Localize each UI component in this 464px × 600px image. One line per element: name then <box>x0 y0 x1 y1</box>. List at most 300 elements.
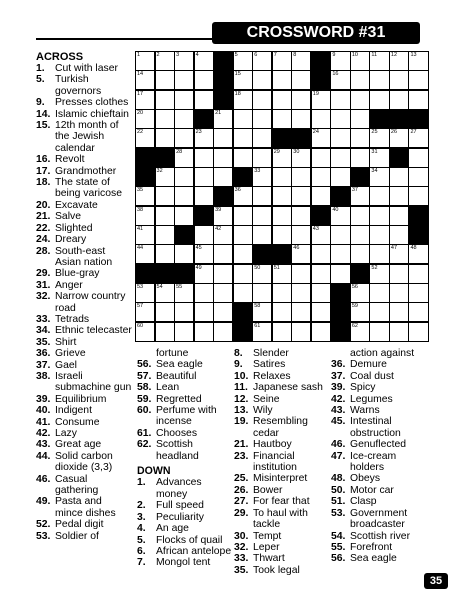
grid-cell[interactable] <box>408 302 428 322</box>
grid-cell[interactable] <box>311 322 331 342</box>
grid-cell[interactable] <box>311 186 331 206</box>
grid-cell[interactable] <box>330 225 350 245</box>
clue-number: 48. <box>331 473 346 485</box>
grid-block <box>389 148 409 168</box>
grid-cell[interactable] <box>213 302 233 322</box>
grid-cell[interactable] <box>174 148 194 168</box>
grid-cell[interactable] <box>135 225 155 245</box>
grid-block <box>194 206 214 226</box>
clue-item <box>331 508 427 531</box>
grid-cell[interactable] <box>135 90 155 110</box>
grid-cell[interactable] <box>408 322 428 342</box>
clue-item <box>331 473 427 484</box>
grid-cell[interactable] <box>350 109 370 129</box>
grid-cell[interactable] <box>350 283 370 303</box>
grid-cell[interactable] <box>291 70 311 90</box>
clue-text: Consume <box>55 416 100 428</box>
clue-number: 10. <box>234 370 249 382</box>
grid-cell[interactable] <box>233 70 253 90</box>
grid-cell[interactable] <box>252 186 272 206</box>
clue-number: 12. <box>234 393 249 405</box>
clue-text: To haul with tackle <box>253 507 308 531</box>
grid-cell[interactable] <box>272 264 292 284</box>
grid-cell[interactable] <box>291 148 311 168</box>
clue-text: Mongol tent <box>156 557 211 569</box>
grid-cell[interactable] <box>272 283 292 303</box>
grid-cell[interactable] <box>291 109 311 129</box>
grid-cell[interactable] <box>155 51 175 71</box>
grid-cell[interactable] <box>174 128 194 148</box>
grid-block <box>408 109 428 129</box>
grid-cell[interactable] <box>135 70 155 90</box>
grid-cell[interactable] <box>389 302 409 322</box>
cell-number: 12 <box>390 52 398 58</box>
grid-cell[interactable] <box>291 51 311 71</box>
grid-cell[interactable] <box>194 148 214 168</box>
clue-text: Demure <box>350 359 387 371</box>
grid-cell[interactable] <box>194 244 214 264</box>
grid-cell[interactable] <box>330 206 350 226</box>
grid-cell[interactable] <box>330 264 350 284</box>
grid-cell[interactable] <box>174 90 194 110</box>
grid-cell[interactable] <box>369 225 389 245</box>
grid-cell[interactable] <box>272 90 292 110</box>
grid-cell[interactable] <box>233 186 253 206</box>
grid-cell[interactable] <box>389 70 409 90</box>
clue-number: 5. <box>36 74 45 86</box>
grid-cell[interactable] <box>213 109 233 129</box>
clue-item <box>36 428 132 439</box>
grid-cell[interactable] <box>155 128 175 148</box>
grid-cell[interactable] <box>369 148 389 168</box>
grid-cell[interactable] <box>233 283 253 303</box>
grid-cell[interactable] <box>311 302 331 322</box>
clue-text: Seine <box>253 393 280 405</box>
grid-cell[interactable] <box>311 225 331 245</box>
grid-cell[interactable] <box>155 167 175 187</box>
grid-cell[interactable] <box>389 206 409 226</box>
grid-cell[interactable] <box>233 109 253 129</box>
grid-cell[interactable] <box>408 90 428 110</box>
grid-cell[interactable] <box>194 90 214 110</box>
grid-cell[interactable] <box>291 283 311 303</box>
grid-cell[interactable] <box>330 109 350 129</box>
cell-number: 42 <box>215 226 222 232</box>
clue-text: Full speed <box>156 500 204 512</box>
grid-cell[interactable] <box>155 283 175 303</box>
clue-number: 4. <box>137 523 146 535</box>
grid-cell[interactable] <box>291 206 311 226</box>
clue-number: 6. <box>137 545 146 557</box>
grid-block <box>252 244 272 264</box>
grid-cell[interactable] <box>213 128 233 148</box>
grid-cell[interactable] <box>389 283 409 303</box>
grid-cell[interactable] <box>252 264 272 284</box>
grid-cell[interactable] <box>213 225 233 245</box>
grid-cell[interactable] <box>155 206 175 226</box>
grid-cell[interactable] <box>408 186 428 206</box>
grid-cell[interactable] <box>408 51 428 71</box>
grid-cell[interactable] <box>155 70 175 90</box>
clue-number: 30. <box>234 530 249 542</box>
grid-cell[interactable] <box>174 70 194 90</box>
grid-cell[interactable] <box>135 128 155 148</box>
clue-text: Islamic chieftain <box>55 108 129 120</box>
grid-cell[interactable] <box>233 148 253 168</box>
clue-number: 44. <box>36 450 51 462</box>
grid-cell[interactable] <box>174 51 194 71</box>
grid-cell[interactable] <box>213 206 233 226</box>
grid-cell[interactable] <box>369 302 389 322</box>
grid-cell[interactable] <box>155 322 175 342</box>
grid-cell[interactable] <box>213 148 233 168</box>
clue-number: 20. <box>36 199 51 211</box>
grid-cell[interactable] <box>350 322 370 342</box>
grid-cell[interactable] <box>369 322 389 342</box>
grid-cell[interactable] <box>194 302 214 322</box>
grid-cell[interactable] <box>330 244 350 264</box>
grid-cell[interactable] <box>408 128 428 148</box>
grid-cell[interactable] <box>350 148 370 168</box>
grid-cell[interactable] <box>389 225 409 245</box>
grid-cell[interactable] <box>311 128 331 148</box>
clue-text: Israeli submachine gun <box>55 370 132 394</box>
clue-item <box>36 234 132 245</box>
clue-item <box>234 359 330 370</box>
grid-cell[interactable] <box>252 206 272 226</box>
clue-text: Satires <box>253 359 286 371</box>
grid-cell[interactable] <box>330 70 350 90</box>
grid-cell[interactable] <box>233 128 253 148</box>
cell-number: 15 <box>234 71 241 78</box>
grid-cell[interactable] <box>330 51 350 71</box>
grid-cell[interactable] <box>369 244 389 264</box>
grid-cell[interactable] <box>233 51 253 71</box>
grid-cell[interactable] <box>330 90 350 110</box>
grid-cell[interactable] <box>291 167 311 187</box>
clue-text: Soldier of <box>55 530 99 542</box>
cell-number: 48 <box>410 245 417 252</box>
grid-cell[interactable] <box>311 167 331 187</box>
grid-cell[interactable] <box>155 302 175 322</box>
grid-cell[interactable] <box>272 225 292 245</box>
cell-number: 27 <box>410 129 417 136</box>
grid-cell[interactable] <box>233 206 253 226</box>
clue-number: 3. <box>137 511 146 523</box>
grid-cell[interactable] <box>252 128 272 148</box>
grid-cell[interactable] <box>350 51 370 71</box>
grid-cell[interactable] <box>252 90 272 110</box>
grid-cell[interactable] <box>155 109 175 129</box>
grid-cell[interactable] <box>213 244 233 264</box>
grid-cell[interactable] <box>252 70 272 90</box>
grid-cell[interactable] <box>389 264 409 284</box>
grid-cell[interactable] <box>272 70 292 90</box>
cell-number: 20 <box>137 110 144 116</box>
clue-number: 47. <box>331 450 346 462</box>
clue-text: Intestinal obstruction <box>350 416 401 439</box>
grid-cell[interactable] <box>369 264 389 284</box>
clue-number: 42. <box>36 428 51 439</box>
grid-cell[interactable] <box>194 264 214 284</box>
clue-number: 21. <box>234 439 249 451</box>
clue-item <box>234 371 330 382</box>
grid-cell[interactable] <box>272 167 292 187</box>
grid-cell[interactable] <box>194 167 214 187</box>
grid-cell[interactable] <box>135 302 155 322</box>
grid-cell[interactable] <box>272 51 292 71</box>
clue-number: 22. <box>36 222 51 234</box>
grid-cell[interactable] <box>350 225 370 245</box>
clue-item <box>234 485 330 496</box>
grid-cell[interactable] <box>135 186 155 206</box>
clue-number: 7. <box>137 557 146 569</box>
grid-cell[interactable] <box>369 51 389 71</box>
clue-item <box>36 223 132 234</box>
clue-number: 39. <box>331 382 346 394</box>
clue-number: 11. <box>234 382 248 394</box>
clue-item <box>331 496 427 507</box>
grid-cell[interactable] <box>155 90 175 110</box>
clue-number: 43. <box>331 405 346 417</box>
grid-cell[interactable] <box>291 90 311 110</box>
cell-number: 36 <box>234 187 241 194</box>
clue-number: 33. <box>234 553 249 565</box>
grid-cell[interactable] <box>174 186 194 206</box>
grid-cell[interactable] <box>311 148 331 168</box>
grid-cell[interactable] <box>369 70 389 90</box>
cell-number: 59 <box>351 303 358 310</box>
grid-cell[interactable] <box>135 322 155 342</box>
grid-cell[interactable] <box>135 283 155 303</box>
clue-number: 29. <box>36 268 51 280</box>
clue-item <box>36 337 132 348</box>
clue-number: 56. <box>137 359 152 371</box>
clue-item <box>234 496 330 507</box>
clue-text: Anger <box>55 279 83 291</box>
cell-number: 21 <box>215 110 222 116</box>
grid-cell[interactable] <box>350 186 370 206</box>
clue-item <box>234 382 330 393</box>
grid-cell[interactable] <box>311 264 331 284</box>
cell-number: 29 <box>273 148 280 155</box>
grid-cell[interactable] <box>369 283 389 303</box>
grid-cell[interactable] <box>389 90 409 110</box>
clue-text: For fear that <box>253 496 310 508</box>
clue-item <box>137 405 233 428</box>
clue-item <box>36 405 132 416</box>
grid-cell[interactable] <box>272 206 292 226</box>
clue-item <box>36 348 132 359</box>
grid-cell[interactable] <box>272 186 292 206</box>
cell-number: 54 <box>156 284 163 290</box>
grid-cell[interactable] <box>174 322 194 342</box>
clue-text: Financial institution <box>253 450 297 474</box>
grid-cell[interactable] <box>350 70 370 90</box>
grid-cell[interactable] <box>233 244 253 264</box>
grid-cell[interactable] <box>350 206 370 226</box>
grid-cell[interactable] <box>291 264 311 284</box>
grid-cell[interactable] <box>311 109 331 129</box>
clue-item <box>137 359 233 370</box>
grid-block <box>135 264 155 284</box>
grid-block <box>350 167 370 187</box>
grid-cell[interactable] <box>311 90 331 110</box>
grid-cell[interactable] <box>408 148 428 168</box>
grid-cell[interactable] <box>233 225 253 245</box>
grid-cell[interactable] <box>311 283 331 303</box>
clue-text: Cut with laser <box>55 63 118 74</box>
grid-cell[interactable] <box>135 109 155 129</box>
grid-cell[interactable] <box>291 225 311 245</box>
grid-cell[interactable] <box>408 244 428 264</box>
clue-text: Clasp <box>350 496 377 508</box>
grid-cell[interactable] <box>213 264 233 284</box>
clue-item <box>137 371 233 382</box>
grid-cell[interactable] <box>389 244 409 264</box>
grid-cell[interactable] <box>389 186 409 206</box>
clue-text: Dreary <box>55 234 87 246</box>
cell-number: 46 <box>293 245 300 252</box>
grid-cell[interactable] <box>174 244 194 264</box>
grid-cell[interactable] <box>350 244 370 264</box>
grid-cell[interactable] <box>194 186 214 206</box>
grid-cell[interactable] <box>252 322 272 342</box>
grid-cell[interactable] <box>233 264 253 284</box>
cell-number: 3 <box>176 52 180 58</box>
grid-cell[interactable] <box>155 186 175 206</box>
clue-text: Wily <box>253 405 273 417</box>
cell-number: 62 <box>351 322 358 329</box>
clue-item <box>137 523 233 534</box>
grid-cell[interactable] <box>330 167 350 187</box>
grid-cell[interactable] <box>174 109 194 129</box>
clue-number: 18. <box>36 177 51 189</box>
grid-cell[interactable] <box>252 302 272 322</box>
grid-cell[interactable] <box>213 322 233 342</box>
grid-cell[interactable] <box>174 283 194 303</box>
grid-cell[interactable] <box>155 244 175 264</box>
clue-item <box>331 553 427 564</box>
grid-cell[interactable] <box>252 51 272 71</box>
grid-cell[interactable] <box>174 206 194 226</box>
clue-text: Narrow country road <box>55 291 126 314</box>
grid-cell[interactable] <box>213 283 233 303</box>
grid-cell[interactable] <box>194 283 214 303</box>
grid-cell[interactable] <box>369 167 389 187</box>
grid-cell[interactable] <box>369 128 389 148</box>
grid-cell[interactable] <box>272 148 292 168</box>
grid-cell[interactable] <box>408 264 428 284</box>
grid-cell[interactable] <box>291 244 311 264</box>
grid-cell[interactable] <box>389 322 409 342</box>
grid-cell[interactable] <box>330 128 350 148</box>
grid-block <box>330 322 350 342</box>
clue-text: Gael <box>55 359 77 371</box>
grid-cell[interactable] <box>350 302 370 322</box>
cell-number: 4 <box>195 52 199 58</box>
grid-cell[interactable] <box>389 128 409 148</box>
grid-cell[interactable] <box>174 167 194 187</box>
grid-cell[interactable] <box>135 206 155 226</box>
grid-cell[interactable] <box>252 148 272 168</box>
cell-number: 9 <box>332 52 336 58</box>
grid-cell[interactable] <box>213 167 233 187</box>
grid-cell[interactable] <box>369 90 389 110</box>
grid-cell[interactable] <box>369 206 389 226</box>
grid-cell[interactable] <box>350 90 370 110</box>
clue-text: Solid carbon dioxide (3,3) <box>55 450 113 474</box>
grid-cell[interactable] <box>155 225 175 245</box>
grid-cell[interactable] <box>408 70 428 90</box>
clue-number: 2. <box>137 500 146 512</box>
grid-cell[interactable] <box>272 302 292 322</box>
clue-item <box>234 473 330 484</box>
clue-text: Excavate <box>55 199 98 211</box>
grid-cell[interactable] <box>194 70 214 90</box>
clue-item <box>36 280 132 291</box>
grid-cell[interactable] <box>135 51 155 71</box>
grid-cell[interactable] <box>291 302 311 322</box>
clue-number: 14. <box>36 108 51 120</box>
grid-cell[interactable] <box>194 128 214 148</box>
grid-cell[interactable] <box>174 302 194 322</box>
clue-number: 32. <box>234 541 249 553</box>
grid-cell[interactable] <box>233 90 253 110</box>
clue-number: 45. <box>331 416 346 428</box>
grid-block <box>174 264 194 284</box>
grid-cell[interactable] <box>252 225 272 245</box>
grid-cell[interactable] <box>408 283 428 303</box>
cell-number: 56 <box>351 284 358 290</box>
grid-block <box>291 128 311 148</box>
clue-text: Sea eagle <box>350 553 397 565</box>
grid-cell[interactable] <box>272 322 292 342</box>
grid-cell[interactable] <box>272 109 292 129</box>
clue-number <box>137 348 156 359</box>
grid-cell[interactable] <box>252 167 272 187</box>
cell-number: 33 <box>254 168 261 174</box>
clue-text: Peculiarity <box>156 511 204 523</box>
clue-text: Motor car <box>350 484 394 496</box>
grid-cell[interactable] <box>369 186 389 206</box>
grid-cell[interactable] <box>330 148 350 168</box>
clue-text: Advances money <box>156 477 202 500</box>
clue-text: Lazy <box>55 428 77 439</box>
grid-cell[interactable] <box>408 167 428 187</box>
cell-number: 49 <box>195 264 202 271</box>
grid-cell[interactable] <box>135 244 155 264</box>
grid-cell[interactable] <box>194 225 214 245</box>
grid-block <box>174 225 194 245</box>
grid-cell[interactable] <box>389 167 409 187</box>
grid-cell[interactable] <box>252 109 272 129</box>
grid-cell[interactable] <box>194 51 214 71</box>
clue-item <box>36 200 132 211</box>
clue-item <box>137 500 233 511</box>
grid-cell[interactable] <box>389 51 409 71</box>
grid-cell[interactable] <box>291 322 311 342</box>
grid-cell[interactable] <box>194 322 214 342</box>
grid-cell[interactable] <box>291 186 311 206</box>
grid-block <box>408 206 428 226</box>
grid-cell[interactable] <box>350 128 370 148</box>
clue-number: 55. <box>331 541 346 553</box>
clue-item <box>137 439 233 462</box>
grid-cell[interactable] <box>311 244 331 264</box>
grid-cell[interactable] <box>252 283 272 303</box>
clue-item <box>331 531 427 542</box>
